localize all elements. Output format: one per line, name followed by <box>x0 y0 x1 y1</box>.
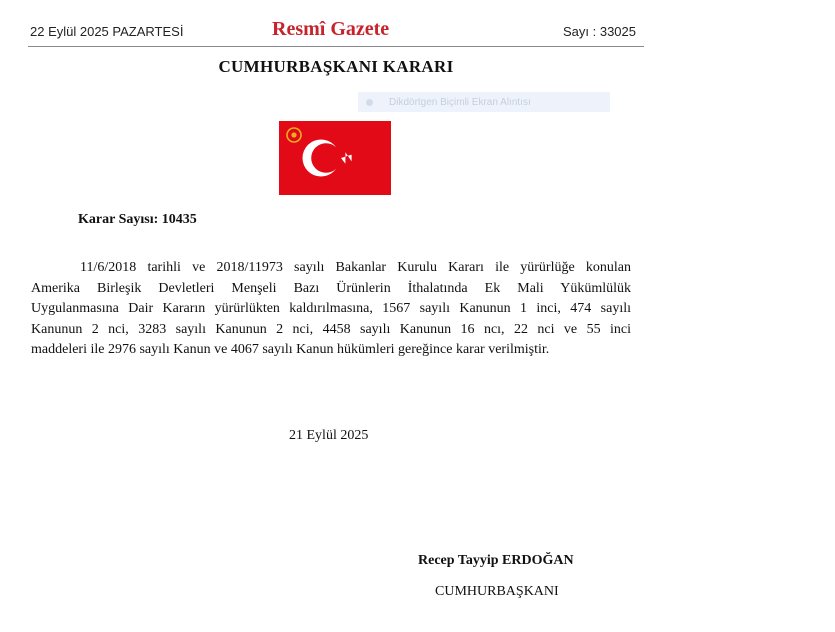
signer-name: Recep Tayyip ERDOĞAN <box>418 553 574 568</box>
document-title: CUMHURBAŞKANI KARARI <box>218 57 454 76</box>
header-date: 22 Eylül 2025 PAZARTESİ <box>30 24 184 39</box>
signer-title: CUMHURBAŞKANI <box>435 584 559 599</box>
header-divider <box>28 46 644 47</box>
body-line: maddeleri ile 2976 sayılı Kanun ve 4067 sayılı Kanun hükümleri gereğince karar verilmiştir. <box>31 342 550 358</box>
decision-body <box>31 258 631 361</box>
issue-number: Sayı : 33025 <box>563 24 636 39</box>
body-line: Amerika Birleşik Devletleri Menşeli Bazı Ürünlerin İthalatında Ek Mali Yükümlülük <box>31 280 631 296</box>
decision-date: 21 Eylül 2025 <box>289 428 369 443</box>
turkish-flag-icon <box>279 121 391 195</box>
gazette-name: Resmî Gazete <box>272 18 390 40</box>
decision-number: Karar Sayısı: 10435 <box>78 212 197 227</box>
snip-overlay-label: Dikdörtgen Biçimli Ekran Alıntısı <box>389 96 531 108</box>
snip-overlay[interactable] <box>358 92 610 112</box>
body-line: Kanunun 2 nci, 3283 sayılı Kanunun 2 nci, 4458 sayılı Kanunun 16 ncı, 22 nci ve 55 inci <box>31 321 631 337</box>
snip-dot-icon <box>366 99 373 106</box>
body-line: 11/6/2018 tarihli ve 2018/11973 sayılı Bakanlar Kurulu Kararı ile yürürlüğe konulan <box>80 260 631 275</box>
body-line: Uygulanmasına Dair Kararın yürürlükten kaldırılmasına, 1567 sayılı Kanunun 1 inci, 474 sayılı <box>31 301 631 317</box>
crescent-inner <box>311 143 341 173</box>
seal-center <box>291 132 296 137</box>
